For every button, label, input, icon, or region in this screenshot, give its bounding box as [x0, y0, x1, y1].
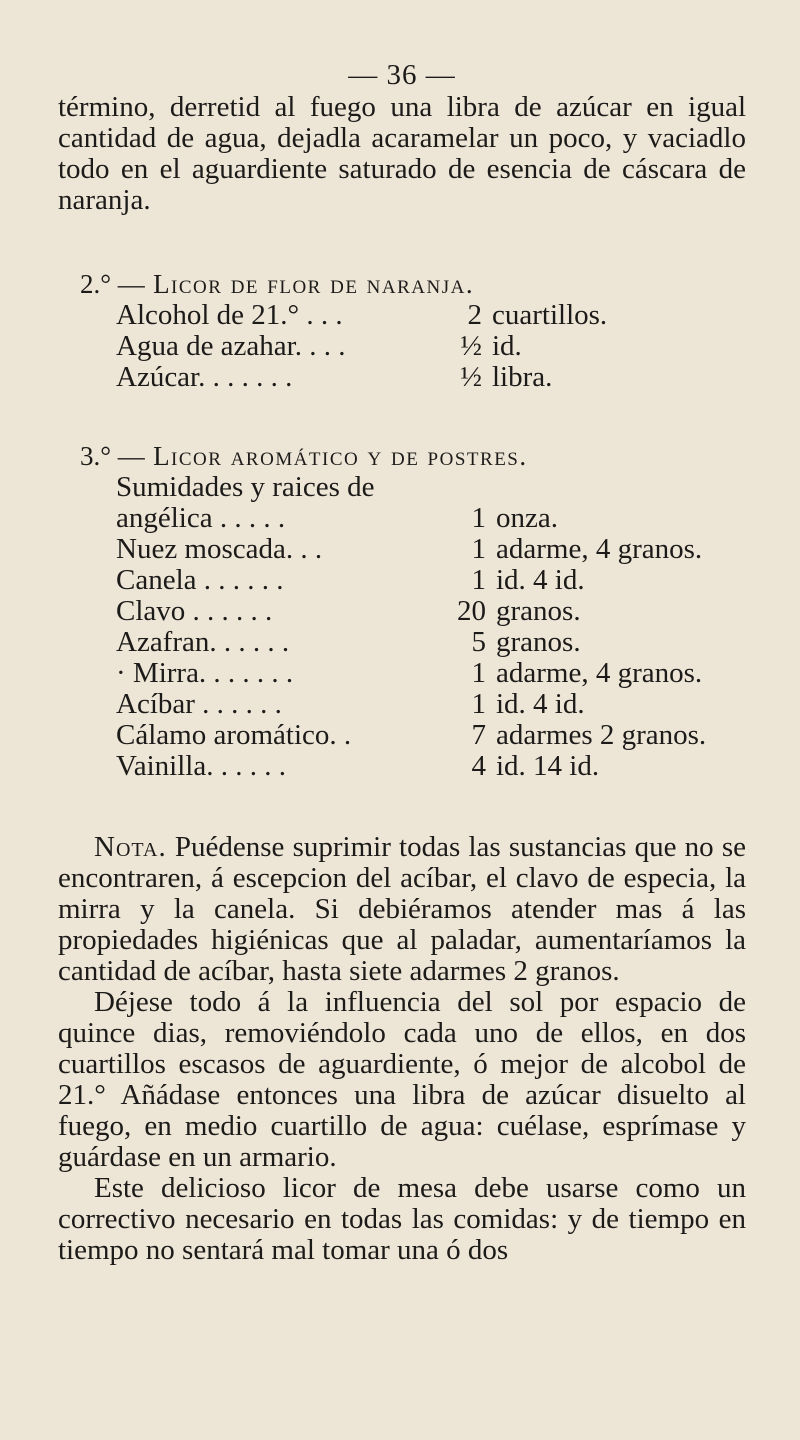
ingredient-name: angélica . . . . . [116, 502, 286, 534]
ingredient-name: · Mirra. . . . . . . [116, 657, 294, 689]
ingredient-quantity: 2 [467, 299, 482, 331]
ingredient-quantity: ½ [460, 330, 482, 362]
ingredient-name-line: Sumidades y raices de [116, 471, 375, 503]
closing-paragraph: Este delicioso licor de mesa debe usarse como un correctivo necesario en todas las comidas: y de tiempo en tiempo no sentará mal tomar una ó dos [58, 1172, 746, 1266]
instructions-paragraph: Déjese todo á la influencia del sol por espacio de quince dias, removiéndolo cada uno de ellos, en dos cuartillos escasos de aguardiente, ó mejor de alcobol de 21.° Añádase entonces una libra de azúcar disuelto al fuego, en medio cuartillo de agua: cuélase, esprímase y guárdase en un armario. [58, 986, 746, 1173]
ingredient-row [116, 627, 746, 658]
ingredient-quantity: 1 [471, 657, 486, 689]
ingredient-unit: granos. [496, 595, 581, 627]
ingredient-unit: adarme, 4 granos. [496, 533, 703, 565]
note-label: Nota. [94, 831, 167, 863]
ingredient-row [116, 720, 746, 751]
ingredient-row [116, 331, 746, 362]
ingredient-name: Vainilla. . . . . . [116, 750, 286, 782]
ingredient-quantity: 1 [471, 533, 486, 565]
ingredient-row [116, 503, 746, 534]
ingredient-list [116, 472, 746, 782]
ingredient-list [116, 300, 746, 393]
section-heading [80, 441, 746, 472]
recipe-section-aromatic-liqueur [80, 441, 746, 782]
section-number: 2.° — [80, 269, 145, 299]
note-text: Puédense suprimir todas las sustancias que no se encontraren, á escepcion del acíbar, el clavo de especia, la mirra y la canela. Si debiéramos atender mas á las propiedades higiénicas que al paladar, aumentaríamos la cantidad de acíbar, hasta siete adarmes 2 granos. [58, 831, 747, 987]
ingredient-quantity: 1 [471, 564, 486, 596]
ingredient-quantity: 4 [471, 750, 486, 782]
ingredient-row [116, 751, 746, 782]
ingredient-row [116, 362, 746, 393]
ingredient-unit: onza. [496, 502, 558, 534]
ingredient-unit: adarmes 2 granos. [496, 719, 707, 751]
ingredient-row [116, 596, 746, 627]
ingredient-row [116, 534, 746, 565]
ingredient-name: Acíbar . . . . . . [116, 688, 282, 720]
ingredient-unit: id. 4 id. [496, 564, 585, 596]
ingredient-name: Azúcar. . . . . . . [116, 361, 293, 393]
section-heading [80, 269, 746, 300]
ingredient-unit: id. 14 id. [496, 750, 600, 782]
intro-paragraph: término, derretid al fuego una libra de azúcar en igual cantidad de agua, dejadla acaramelar un poco, y vaciadlo todo en el aguardiente saturado de esencia de cáscara de naranja. [58, 91, 746, 216]
ingredient-quantity: ½ [460, 361, 482, 393]
ingredient-name: Canela . . . . . . [116, 564, 284, 596]
ingredient-name: Cálamo aromático. . [116, 719, 352, 751]
ingredient-name: Agua de azahar. . . . [116, 330, 346, 362]
note-block [58, 832, 746, 1266]
recipe-section-orange-blossom [80, 269, 746, 393]
ingredient-unit: granos. [496, 626, 581, 658]
ingredient-name: Nuez moscada. . . [116, 533, 323, 565]
ingredient-name: Azafran. . . . . . [116, 626, 290, 658]
ingredient-name: Alcohol de 21.° . . . [116, 299, 343, 331]
page-number: — 36 — [348, 59, 456, 91]
ingredient-unit: id. [492, 330, 522, 362]
ingredient-quantity: 1 [471, 688, 486, 720]
ingredient-row [116, 658, 746, 689]
ingredient-quantity: 5 [471, 626, 486, 658]
section-title: Licor de flor de naranja. [153, 269, 475, 299]
ingredient-quantity: 1 [471, 502, 486, 534]
ingredient-unit: libra. [492, 361, 553, 393]
ingredient-unit: id. 4 id. [496, 688, 585, 720]
ingredient-quantity: 20 [457, 595, 486, 627]
ingredient-row [116, 300, 746, 331]
ingredient-row [116, 689, 746, 720]
ingredient-unit: cuartillos. [492, 299, 608, 331]
note-paragraph [58, 832, 746, 987]
ingredient-quantity: 7 [471, 719, 486, 751]
ingredient-row [116, 565, 746, 596]
ingredient-name: Clavo . . . . . . [116, 595, 273, 627]
ingredient-unit: adarme, 4 granos. [496, 657, 703, 689]
section-number: 3.° — [80, 441, 145, 471]
section-title: Licor aromático y de postres. [153, 441, 528, 471]
